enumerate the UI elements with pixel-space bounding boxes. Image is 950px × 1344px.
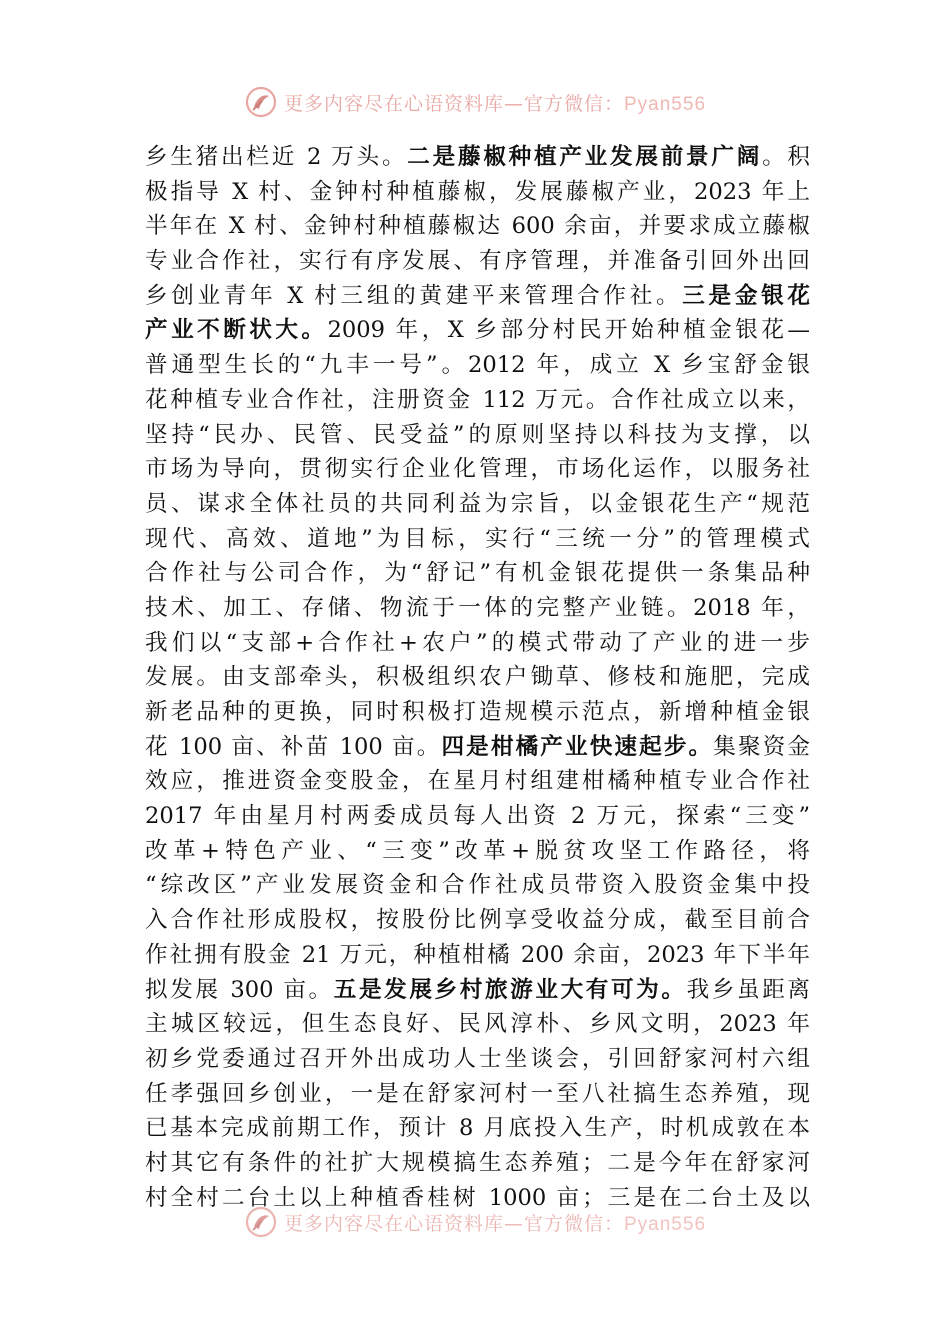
text-line <box>145 973 810 1008</box>
text-line <box>145 764 810 799</box>
text-line <box>145 1111 810 1146</box>
bold-heading-segment: 四是柑橘产业快速起步。 <box>441 733 714 760</box>
text-segment: 村全村二台土以上种植香桂树 1000 亩；三是在二台土及以 <box>145 1184 810 1211</box>
watermark-main-text: 更多内容尽在心语资料库—官方微信： <box>283 1212 624 1235</box>
text-line <box>145 834 810 869</box>
text-segment: 任孝强回乡创业，一是在舒家河村一至八社搞生态养殖，现 <box>145 1080 810 1107</box>
text-line <box>145 313 810 348</box>
text-segment: 入合作社形成股权，按股份比例享受收益分成，截至目前合 <box>145 907 810 934</box>
text-line <box>145 1077 810 1112</box>
text-segment: 坚持“民办、民管、民受益”的原则坚持以科技为支撑，以 <box>145 421 810 448</box>
text-line <box>145 140 810 175</box>
text-line <box>145 418 810 453</box>
text-segment: 合作社与公司合作，为“舒记”有机金银花提供一条集品种 <box>145 560 810 587</box>
text-line <box>145 244 810 279</box>
text-segment: 花种植专业合作社，注册资金 112 万元。合作社成立以来， <box>145 386 810 413</box>
watermark-text <box>284 89 706 116</box>
text-line <box>145 903 810 938</box>
text-line <box>145 695 810 730</box>
text-line <box>145 487 810 522</box>
text-line <box>145 1042 810 1077</box>
text-segment: 2017 年由星月村两委成员每人出资 2 万元，探索“三变” <box>145 803 810 830</box>
text-segment: 。积 <box>762 144 810 170</box>
text-segment: 新老品种的更换，同时积极打造规模示范点，新增种植金银 <box>145 699 810 725</box>
text-segment: 2009 年，X 乡部分村民开始种植金银花— <box>327 317 810 344</box>
text-segment: 普通型生长的“九丰一号”。2012 年，成立 X 乡宝舒金银 <box>145 352 810 379</box>
watermark-wechat-id: Pyan556 <box>624 1213 707 1235</box>
text-line <box>145 799 810 834</box>
text-segment: 主城区较远，但生态良好、民风淳朴、乡风文明，2023 年 <box>145 1011 810 1038</box>
watermark-wechat-id: Pyan556 <box>624 93 707 115</box>
text-segment: 我们以“支部+合作社+农户”的模式带动了产业的进一步 <box>145 629 810 656</box>
text-line <box>145 522 810 557</box>
logo-icon <box>244 85 278 119</box>
bold-heading-segment: 三是金银花 <box>682 282 811 309</box>
text-line <box>145 660 810 695</box>
text-line <box>145 556 810 591</box>
text-line <box>145 938 810 973</box>
text-segment: 村其它有条件的社扩大规模搞生态养殖；二是今年在舒家河 <box>145 1149 810 1176</box>
text-segment: “综改区”产业发展资金和合作社成员带资入股资金集中投 <box>145 872 810 899</box>
text-segment: 技术、加工、存储、物流于一体的完整产业链。2018 年， <box>145 594 810 621</box>
text-segment: 已基本完成前期工作，预计 8 月底投入生产，时机成敦在本 <box>145 1115 810 1142</box>
text-segment: 现代、高效、道地”为目标，实行“三统一分”的管理模式 <box>145 525 810 552</box>
text-segment: 初乡党委通过召开外出成功人士坐谈会，引回舒家河村六组 <box>145 1045 810 1072</box>
text-line <box>145 1146 810 1181</box>
footer-watermark <box>0 1204 950 1240</box>
text-line <box>145 591 810 626</box>
text-line <box>145 383 810 418</box>
text-segment: 效应，推进资金变股金，在星月村组建柑橘种植专业合作社 <box>145 768 810 795</box>
text-segment: 花 100 亩、补苗 100 亩。 <box>145 733 442 760</box>
text-segment: 专业合作社，实行有序发展、有序管理，并准备引回外出回 <box>145 248 810 275</box>
text-line <box>145 730 810 765</box>
text-line <box>145 452 810 487</box>
text-segment: 乡生猪出栏近 2 万头。 <box>145 144 408 170</box>
text-segment: 集聚资金 <box>713 733 811 760</box>
text-segment: 作社拥有股金 21 万元，种植柑橘 200 余亩，2023 年下半年 <box>145 941 810 968</box>
watermark-main-text: 更多内容尽在心语资料库—官方微信： <box>283 92 624 115</box>
text-segment: 发展。由支部牵头，积极组织农户锄草、修枝和施肥，完成 <box>145 664 810 691</box>
text-segment: 市场为导向，贯彻实行企业化管理，市场化运作，以服务社 <box>145 456 810 483</box>
text-line <box>145 348 810 383</box>
text-line <box>145 209 810 244</box>
text-line <box>145 279 810 314</box>
text-segment: 乡创业青年 X 村三组的黄建平来管理合作社。 <box>145 282 683 309</box>
watermark-text <box>284 1209 706 1236</box>
text-segment: 改革+特色产业、“三变”改革+脱贫攻坚工作路径，将 <box>145 837 810 864</box>
bold-heading-segment: 产业不断状大。 <box>145 317 328 344</box>
document-body <box>145 140 810 1215</box>
header-watermark <box>0 84 950 120</box>
text-segment: 员、谋求全体社员的共同利益为宗旨，以金银花生产“规范 <box>145 490 810 517</box>
bold-heading-segment: 二是藤椒种植产业发展前景广阔 <box>407 144 763 170</box>
text-line <box>145 626 810 661</box>
text-line <box>145 1007 810 1042</box>
text-line <box>145 175 810 210</box>
logo-icon <box>244 1205 278 1239</box>
text-segment: 极指导 X 村、金钟村种植藤椒，发展藤椒产业，2023 年上 <box>145 178 810 205</box>
text-segment: 拟发展 300 亩。 <box>145 976 334 1003</box>
text-segment: 我乡虽距离 <box>686 976 811 1003</box>
text-line <box>145 868 810 903</box>
bold-heading-segment: 五是发展乡村旅游业大有可为。 <box>333 976 687 1003</box>
text-segment: 半年在 X 村、金钟村种植藤椒达 600 余亩，并要求成立藤椒 <box>145 213 810 240</box>
